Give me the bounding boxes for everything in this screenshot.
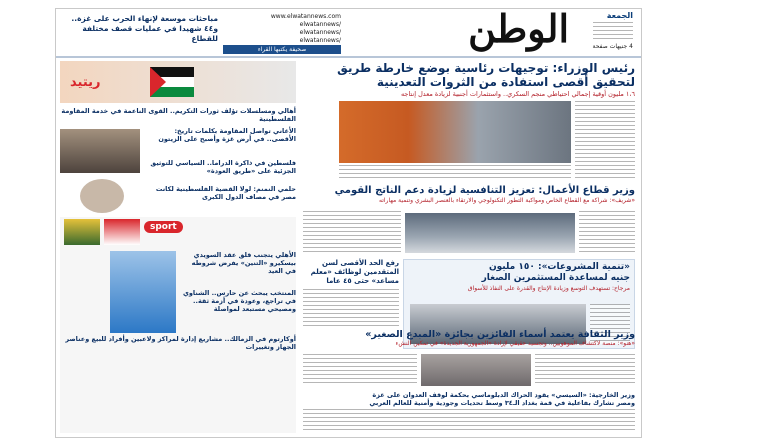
lead-headline-1: رئيس الوزراء: توجيهات رئاسية بوضع خارطة طريق	[337, 61, 635, 75]
masthead	[56, 9, 641, 55]
tagline-bar	[223, 45, 341, 54]
teachers-text	[303, 289, 399, 327]
teachers-headline: رفع الحد الأقصى لسن المتقدمين لوظائف «معلم مساعد» حتى ٤٥ عاما	[310, 259, 399, 285]
social-twitter[interactable]: /elwatannews	[299, 29, 341, 36]
culture-headline: وزير الثقافة يعتمد أسماء الفائزين بجائزة «المبدع الصغير»	[365, 329, 635, 340]
logo: الوطن	[468, 8, 569, 51]
date-lines	[593, 22, 633, 42]
lead-column-text	[575, 101, 635, 181]
sport-item-1-text: الأهلي يتجنب قلق عقد السويدي بيسكيرو «التنين» يفرض شروطه في العيد	[191, 251, 296, 275]
teachers-story	[303, 259, 399, 286]
lead-story	[303, 61, 635, 98]
sport-item-3-text: أوكارتوم في الزمالك.. مشاريع إدارة لمراكز ولاعبين وأفراد للبيع وعناصر الجهاز وتغييرات	[65, 335, 296, 351]
day-label: الجمعة	[606, 11, 633, 20]
sport-item-2-text: المنتخب يبحث عن حارس.. الشناوي في تراجع، وعودة في أزمة ثقة.. ومصيحي مستبعد لمواصلة	[182, 289, 296, 313]
bottom-line-1: وزير الخارجية: «السيسي» يقود الحراك الدبلوماسي بحكمة لوقف العدوان على غزة	[372, 391, 635, 399]
projects-headline-1: «تنمية المشروعات»: ١٥٠ مليون	[488, 262, 630, 272]
website[interactable]: www.elwatannews.com	[270, 13, 341, 20]
top-teaser-text: مباحثات موسعة لإنهاء الحرب على غزة.. و٤٤ شهيدا في عمليات قصف مختلفة للقطاع	[71, 14, 218, 43]
lead-caption-lines	[339, 165, 571, 181]
mining-photo	[339, 101, 571, 163]
projects-headline-2: جنيه لمساعدة المستثمرين الصغار	[481, 273, 630, 283]
top-teaser	[60, 14, 218, 52]
social-facebook[interactable]: /elwatannews	[299, 21, 341, 28]
sport-photo-2	[104, 219, 140, 245]
sidebar-item-2[interactable]	[146, 127, 296, 143]
culture-text	[535, 354, 635, 386]
sidebar-item-1-text: أهالي ومسلسلات تؤلف ثورات التكريم.. القوى الناعمة في خدمة المقاومة الفلسطينية	[61, 107, 296, 123]
projects-subhead: مرجاح: تستهدف التوسع وزيادة الإنتاج والقدرة على النفاذ للأسواق	[467, 285, 630, 292]
web-block	[223, 13, 341, 45]
sidebar-item-4[interactable]	[146, 185, 296, 201]
price-row	[593, 43, 633, 51]
sidebar-item-1[interactable]	[60, 107, 296, 123]
sidebar-item-4-text: حلمي النمنم: لولا القضية الفلسطينية لكانت مصر في مصاف الدول الكبرى	[155, 185, 296, 201]
business-story	[303, 185, 635, 205]
sport-item-3[interactable]	[64, 335, 296, 351]
lead-subhead: ١،٦ مليون أوقية إجمالي احتياطي منجم السكري.. واستثمارات أجنبية لزيادة معدل إنتاجه	[400, 90, 635, 98]
goalkeeper-photo	[110, 251, 176, 333]
sidebar-item-3[interactable]	[146, 159, 296, 175]
sidebar-header	[60, 61, 296, 103]
culture-text-2	[303, 354, 417, 386]
business-column-text-2	[303, 211, 401, 255]
sidebar-item-2-text: الأغاني تواصل المقاومة بكلمات تاريخ: الأقصى.. في أرض غزة وأصبح على الزيتون	[158, 127, 296, 143]
sport-photo-1	[64, 219, 100, 245]
flag-triangle	[150, 67, 166, 97]
tagline: صحيفة يكتبها القراء	[257, 46, 307, 53]
sidebar-photo-1	[60, 129, 140, 173]
sport-label: sport	[144, 221, 183, 233]
business-column-text	[579, 211, 635, 255]
bottom-text	[303, 409, 635, 433]
social-instagram[interactable]: /elwatannews	[299, 37, 341, 44]
culture-story	[303, 329, 635, 348]
sidebar-brand: ريتيد	[70, 75, 101, 90]
sport-item-2[interactable]	[182, 289, 296, 313]
price-label: جنيهات	[609, 43, 628, 50]
sport-section	[60, 217, 296, 433]
lead-headline-2: لتحقيق أقصى استفادة من الثروات التعدينية	[376, 75, 635, 89]
sidebar	[60, 61, 296, 433]
bottom-story	[303, 391, 635, 407]
sport-item-1[interactable]	[182, 251, 296, 275]
business-subhead: «شريف»: شراكة مع القطاع الخاص ومواكبة التطور التكنولوجي والارتقاء بالعنصر البشري وتنمية مهاراته	[379, 197, 635, 204]
price-value: 4	[629, 43, 633, 50]
pages-label: صفحة	[592, 43, 608, 50]
newspaper-page	[55, 8, 642, 438]
culture-photo	[421, 354, 531, 386]
culture-subhead: «هنو»: منصة لاكتشاف الموهوبين.. وتجسيد حقيقي لإرادة «الجمهورية الجديدة» في تمكين النشء	[395, 340, 635, 347]
meeting-photo	[405, 213, 575, 253]
sidebar-item-3-text: فلسطين في ذاكرة الدراما.. السياسي للتوثيق الجزئية على «طريق العودة»	[150, 159, 296, 175]
sidebar-portrait	[80, 179, 124, 213]
business-headline: وزير قطاع الأعمال: تعزيز التنافسية لزيادة دعم الناتج القومي	[334, 185, 635, 196]
masthead-divider	[56, 56, 641, 58]
bottom-line-2: ومصر تشارك بفاعلية في قمة بغداد الـ٣٤ وسط تحديات وجودية وأمنية للعالم العربي	[369, 399, 635, 407]
